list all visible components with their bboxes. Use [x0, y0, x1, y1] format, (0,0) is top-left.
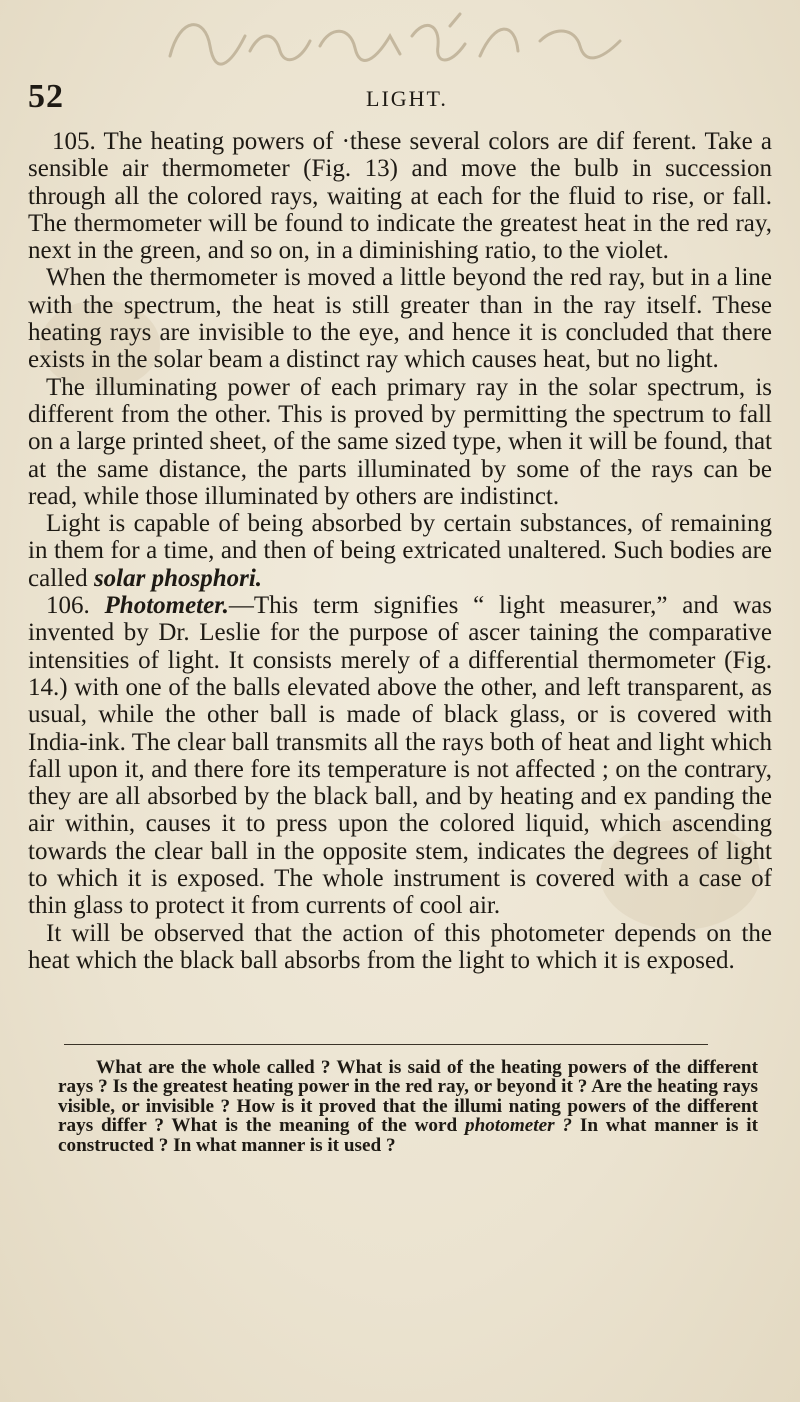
footnote-divider [64, 1044, 708, 1045]
section-number: 106. [46, 592, 105, 620]
handwritten-signature-icon [150, 6, 670, 76]
page-number: 52 [28, 78, 64, 115]
paragraph-photometer-action: It will be observed that the action of this photometer depends on the heat which the black ball absorbs from the light to which it is exposed. [28, 919, 772, 974]
photometer-question-term: photometer ? [465, 1115, 573, 1137]
paragraph-solar-phosphori [28, 510, 772, 592]
solar-phosphori-term: solar phosphori. [93, 564, 263, 592]
paragraph-105: 105. The heating powers of ·these several colors are dif ferent. Take a sensible air thermometer (Fig. 13) and move the bulb in succession through all the colored rays, waiting at each for the fluid to rise, or fall. The thermometer will be found to indicate the greatest heat in the red ray, next in the green, and so on, in a diminishing ratio, to the violet. [28, 128, 772, 265]
running-head: LIGHT. [366, 86, 448, 111]
paragraph-106-photometer [28, 592, 772, 920]
photometer-text: —This term signifies “ light measurer,” and was invented by Dr. Leslie for the purpose of ascer taining the comparative intensities of light. It consists merely of a differential thermometer (Fig. 14.) with one of the balls elevated above the other, and left transparent, as usual, while the other ball is made of black glass, or is covered with India-ink. The clear ball transmits all the rays both of heat and light which fall upon it, and there fore its temperature is not affected ; on the contrary, they are all absorbed by the black ball, and by heating and ex panding the air within, causes it to press upon the colored liquid, which ascending towards the clear ball in the opposite stem, indicates the degrees of light to which it is exposed. The whole instrument is covered with a case of thin glass to protect it from currents of cool air. [28, 592, 773, 920]
study-questions [58, 1058, 758, 1155]
questions-text-end: In what manner is it constructed ? In what manner is it used ? [58, 1115, 758, 1156]
paragraph-beyond-red: When the thermometer is moved a little beyond the red ray, but in a line with the spectrum, the heat is still greater than in the ray itself. These heating rays are invisible to the eye, and hence it is concluded that there exists in the solar beam a distinct ray which causes heat, but no light. [28, 264, 772, 374]
photometer-heading: Photometer. [104, 592, 229, 620]
main-text [28, 128, 772, 974]
solar-phosphori-text: Light is capable of being absorbed by certain substances, of remaining in them for a time, and then of being extricated unaltered. Such bodies are called [28, 510, 772, 592]
questions-text: What are the whole called ? What is said of the heating powers of the different rays ? Is the greatest heating power in the red ray, or beyond it ? Are the heating rays visible, or invisible ? How is it proved that the illumi nating powers of the different rays differ ? What is the meaning of the word [58, 1057, 758, 1137]
paragraph-illuminating-power: The illuminating power of each primary ray in the solar spectrum, is different from the other. This is proved by permitting the spectrum to fall on a large printed sheet, of the same sized type, when it will be found, that at the same distance, the parts illuminated by some of the rays can be read, while those illuminated by others are indistinct. [28, 373, 772, 510]
page-header [28, 78, 768, 128]
